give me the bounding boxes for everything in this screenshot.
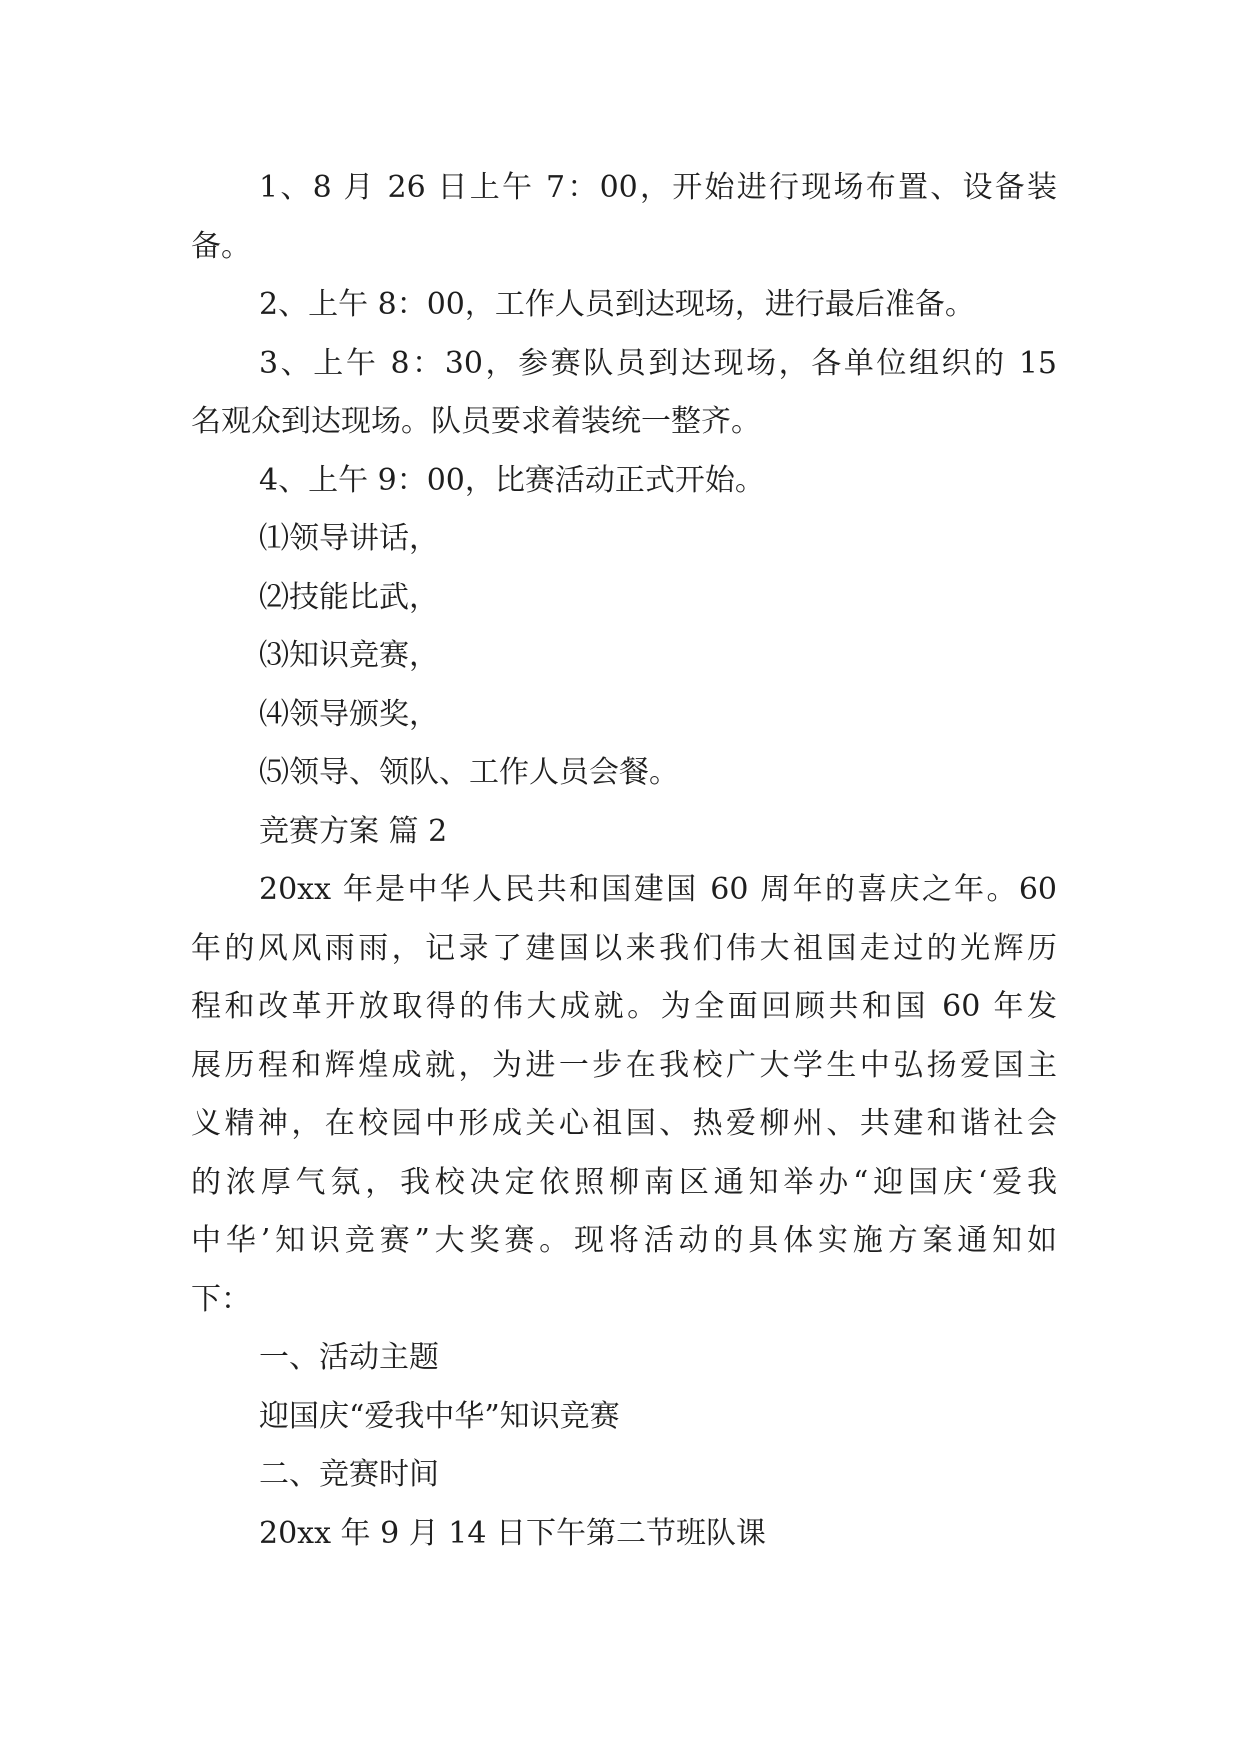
paragraph-line: 备。: [191, 228, 251, 264]
paragraph-line: 3、上午 8：30，参赛队员到达现场，各单位组织的 15: [259, 345, 1057, 381]
time-text: 20xx 年 9 月 14 日下午第二节班队课: [259, 1515, 766, 1551]
paragraph-line: 程和改革开放取得的伟大成就。为全面回顾共和国 60 年发: [191, 989, 1057, 1024]
paragraph-line: 年的风风雨雨，记录了建国以来我们伟大祖国走过的光辉历: [191, 930, 1057, 966]
paragraph-line: 中华’知识竞赛”大奖赛。现将活动的具体实施方案通知如: [191, 1223, 1057, 1258]
paragraph-line: 义精神，在校园中形成关心祖国、热爱柳州、共建和谐社会: [191, 1106, 1057, 1141]
paragraph-line: 4、上午 9：00，比赛活动正式开始。: [259, 462, 765, 498]
agenda-item: ⑶知识竞赛，: [259, 638, 439, 673]
paragraph-line: 2、上午 8：00，工作人员到达现场，进行最后准备。: [259, 287, 975, 322]
paragraph-line: 名观众到达现场。队员要求着装统一整齐。: [191, 404, 761, 439]
section-heading: 竞赛方案 篇 2: [259, 813, 448, 849]
schedule-item-2: [191, 276, 1057, 335]
agenda-item: ⑸领导、领队、工作人员会餐。: [259, 755, 679, 790]
schedule-item-1: [191, 159, 1057, 276]
paragraph-line: 的浓厚气氛，我校决定依照柳南区通知举办“迎国庆‘爱我: [191, 1164, 1057, 1200]
theme-text: 迎国庆“爱我中华”知识竞赛: [259, 1398, 620, 1434]
schedule-item-3: [191, 335, 1057, 452]
paragraph-line: 1、8 月 26 日上午 7：00，开始进行现场布置、设备装: [259, 170, 1057, 205]
subsection-heading-theme: 一、活动主题: [259, 1340, 439, 1375]
agenda-list: [191, 510, 1057, 803]
intro-paragraph: [191, 861, 1057, 1329]
paragraph-line: 展历程和辉煌成就，为进一步在我校广大学生中弘扬爱国主: [191, 1047, 1057, 1083]
document-body: [191, 159, 1057, 1563]
paragraph-line: 下：: [191, 1281, 251, 1317]
agenda-item: ⑴领导讲话，: [259, 521, 439, 556]
subsection-heading-time: 二、竞赛时间: [259, 1457, 439, 1492]
schedule-item-4: [191, 452, 1057, 511]
agenda-item: ⑵技能比武，: [259, 579, 439, 615]
agenda-item: ⑷领导颁奖，: [259, 696, 439, 732]
paragraph-line: 20xx 年是中华人民共和国建国 60 周年的喜庆之年。60: [259, 872, 1057, 907]
